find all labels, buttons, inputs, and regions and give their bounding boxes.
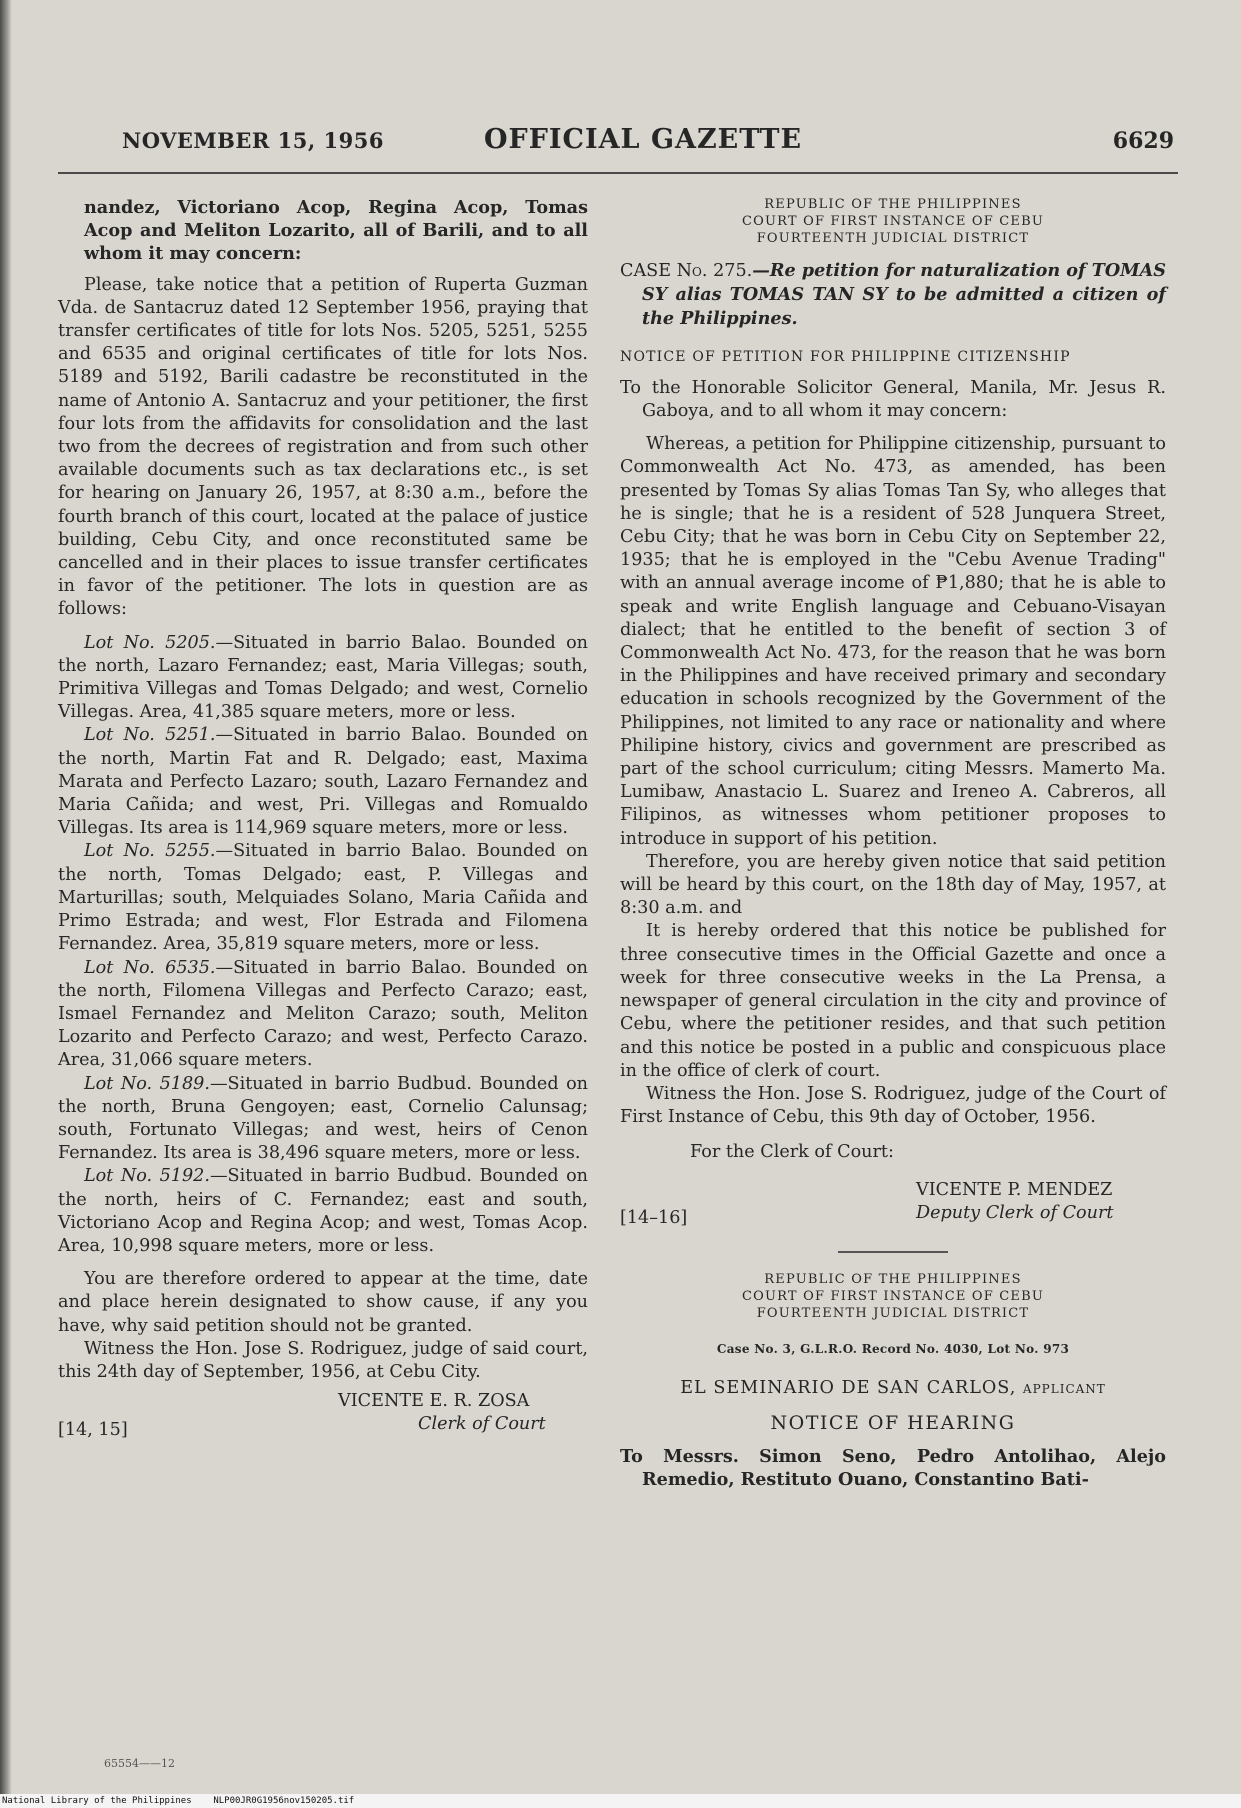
lot-label: Lot No. 5205. bbox=[84, 632, 216, 653]
right-signer-title: Deputy Clerk of Court bbox=[916, 1202, 1114, 1223]
right-paragraph-hearing: Therefore, you are hereby given notice that said petition will be heard by this court, on the 18th day of May, 1957, at 8:30 a.m. and bbox=[620, 851, 1166, 919]
footer-file: NLP00JR0G1956nov150205.tif bbox=[213, 1796, 355, 1806]
lot-text: —Situated in barrio Balao. Bounded on the north, Martin Fat and R. Delgado; east, Maxima Marata and Perfecto Lazaro; south, Lazaro Fernandez and Maria Cañida; and west, Pri. Villegas and Romualdo Villegas. Its area is 114,969 square meters, more or less. bbox=[58, 725, 588, 839]
right-paragraph-whereas: Whereas, a petition for Philippine citizenship, pursuant to Commonwealth Act No. 473, as amended, has been presented by Tomas Sy alias Tomas Tan Sy, who alleges that he is single; that he is a resident of 528 Junquera Street, Cebu City; that he was born in Cebu City on September 22, 1935; that he is employed in the "Cebu Avenue Trading" with an annual average income of ₱1,880; that he is able to speak and write English language and Cebuano-Visayan dialect; that he entitled to the benefit of section 3 of Commonwealth Act No. 473, for the reason that he was born in the Philippines and have received primary and secondary education in schools recognized by the Government of the Philippines, not limited to any race or nationality and where Philipine history, civics and government are prescribed as part of the school curriculum; citing Messrs. Mamerto Ma. Lumibaw, Anastacio L. Suarez and Ireneo A. Cabreros, all Filipinos, as witnesses whom petitioner proposes to introduce in support of his petition. bbox=[620, 434, 1166, 849]
left-paragraph-witness: Witness the Hon. Jose S. Rodriguez, judge of said court, this 24th day of September, 1956, at Cebu City. bbox=[58, 1338, 588, 1382]
right-reference: [14–16] bbox=[620, 1208, 688, 1229]
right-addressee: To the Honorable Solicitor General, Manila, Mr. Jesus R. Gaboya, and to all whom it may concern: bbox=[620, 377, 1166, 422]
left-signer-title: Clerk of Court bbox=[418, 1414, 546, 1435]
right-column bbox=[620, 196, 1166, 1500]
scan-footer bbox=[0, 1794, 1241, 1808]
court-heading-line: COURT OF FIRST INSTANCE OF CEBU bbox=[741, 1288, 1045, 1304]
print-code: 65554——12 bbox=[104, 1757, 175, 1770]
court-heading bbox=[620, 196, 1166, 247]
lot-label: Lot No. 5255. bbox=[84, 841, 216, 862]
right-signer-name: VICENTE P. MENDEZ bbox=[916, 1179, 1113, 1200]
left-signoff bbox=[58, 1390, 588, 1444]
lot-text: —Situated in barrio Balao. Bounded on the north, Lazaro Fernandez; east, Maria Villegas; south, Primitiva Villegas and Tomas Delgado; and west, Cornelio Villegas. Area, 41,385 square meters, more or less. bbox=[58, 632, 588, 723]
applicant-line: EL SEMINARIO DE SAN CARLOS, applicant bbox=[680, 1377, 1106, 1398]
lot-label: Lot No. 6535. bbox=[84, 957, 216, 978]
notice-caption: NOTICE OF PETITION FOR PHILIPPINE CITIZENSHIP bbox=[620, 348, 1071, 365]
right-paragraph-witness: Witness the Hon. Jose S. Rodriguez, judge of the Court of First Instance of Cebu, this 9th day of October, 1956. bbox=[620, 1083, 1166, 1128]
right-signer bbox=[916, 1179, 1166, 1225]
lot-text: —Situated in barrio Balao. Bounded on the north, Filomena Villegas and Perfecto Carazo; east, Ismael Fernandez and Meliton Carazo; south, Meliton Lozarito and Perfecto Carazo; and west, Perfecto Carazo. Area, 31,066 square meters. bbox=[58, 957, 588, 1071]
lot-6535 bbox=[58, 957, 588, 1073]
left-reference: [14, 15] bbox=[58, 1419, 128, 1440]
lot-5192 bbox=[58, 1165, 588, 1258]
page-header bbox=[122, 124, 1174, 168]
left-signer bbox=[338, 1390, 588, 1436]
left-column bbox=[58, 196, 588, 1444]
left-paragraph-petition: Please, take notice that a petition of Ruperta Guzman Vda. de Santacruz dated 12 September 1956, praying that transfer certificates of title for lots Nos. 5205, 5251, 5255 and 6535 and original certificates of title for lots Nos. 5189 and 5192, Barili cadastre be reconstituted in the name of Antonio A. Santacruz and your petitioner, the first four lots from the affidavits for consolidation and the last two from the decrees of registration and from such other available documents such as tax declarations etc., is set for hearing on January 26, 1957, at 8:30 a.m., before the fourth branch of this court, located at the palace of justice building, Cebu City, and once reconstituted same be cancelled and in their places to issue transfer certificates in favor of the petitioner. The lots in question are as follows: bbox=[58, 274, 588, 620]
court-heading-line: FOURTEENTH JUDICIAL DISTRICT bbox=[756, 1305, 1030, 1321]
lot-5255 bbox=[58, 840, 588, 956]
court-heading-line: FOURTEENTH JUDICIAL DISTRICT bbox=[756, 231, 1030, 246]
case-title: —Re petition for naturalization of TOMAS SY alias TOMAS TAN SY to be admitted a citizen of the Philippines. bbox=[642, 260, 1166, 330]
court-heading-2 bbox=[620, 1271, 1166, 1322]
left-paragraph-order: You are therefore ordered to appear at the time, date and place herein designated to show cause, if any you have, why said petition should not be granted. bbox=[58, 1269, 588, 1336]
header-date: NOVEMBER 15, 1956 bbox=[122, 128, 384, 153]
lot-5251 bbox=[58, 724, 588, 840]
court-heading-line: COURT OF FIRST INSTANCE OF CEBU bbox=[741, 214, 1045, 229]
case-caption bbox=[620, 259, 1166, 332]
header-rule bbox=[58, 172, 1178, 174]
court-heading-line: REPUBLIC OF THE PHILIPPINES bbox=[764, 1271, 1022, 1287]
hearing-addressee: To Messrs. Simon Seno, Pedro Antolihao, Alejo Remedio, Restituto Ouano, Constantino Bati- bbox=[620, 1446, 1166, 1491]
left-addressee: nandez, Victoriano Acop, Regina Acop, Tomas Acop and Meliton Lozarito, all of Barili, and to all whom it may concern: bbox=[84, 197, 588, 265]
page-number: 6629 bbox=[1112, 128, 1174, 154]
lot-text: —Situated in barrio Balao. Bounded on the north, Tomas Delgado; east, P. Villegas and Marturillas; south, Melquiades Solano, Maria Cañida and Primo Estrada; and west, Flor Estrada and Filomena Fernandez. Area, 35,819 square meters, more or less. bbox=[58, 841, 588, 955]
for-clerk: For the Clerk of Court: bbox=[690, 1142, 894, 1163]
case-label: CASE No. 275. bbox=[620, 261, 753, 281]
court-heading-line: REPUBLIC OF THE PHILIPPINES bbox=[764, 197, 1022, 212]
lot-label: Lot No. 5189. bbox=[84, 1073, 210, 1094]
lot-5205 bbox=[58, 632, 588, 725]
left-signer-name: VICENTE E. R. ZOSA bbox=[338, 1391, 530, 1412]
lot-5189 bbox=[58, 1073, 588, 1166]
lot-label: Lot No. 5251. bbox=[84, 725, 216, 746]
notice-divider bbox=[838, 1251, 948, 1253]
case-record-line: Case No. 3, G.L.R.O. Record No. 4030, Lot No. 973 bbox=[716, 1341, 1070, 1356]
right-signoff bbox=[620, 1179, 1166, 1233]
lot-text: —Situated in barrio Budbud. Bounded on the north, heirs of C. Fernandez; east and south, Victoriano Acop and Regina Acop; and west, Tomas Acop. Area, 10,998 square meters, more or less. bbox=[58, 1166, 588, 1256]
header-title: OFFICIAL GAZETTE bbox=[484, 124, 803, 155]
right-paragraph-publication: It is hereby ordered that this notice be published for three consecutive times in the Official Gazette and once a week for three consecutive weeks in the La Prensa, a newspaper of general circulation in the city and province of Cebu, where the petitioner resides, and that such petition and this notice be posted in a public and conspicuous place in the office of clerk of court. bbox=[620, 921, 1166, 1081]
footer-source: National Library of the Philippines bbox=[2, 1796, 192, 1806]
hearing-title: NOTICE OF HEARING bbox=[770, 1411, 1016, 1434]
lot-label: Lot No. 5192. bbox=[84, 1166, 210, 1187]
lot-text: —Situated in barrio Budbud. Bounded on the north, Bruna Gengoyen; east, Cornelio Calunsag; south, Fortunato Villegas; and west, heirs of Cenon Fernandez. Its area is 38,496 square meters, more or less. bbox=[58, 1073, 588, 1164]
